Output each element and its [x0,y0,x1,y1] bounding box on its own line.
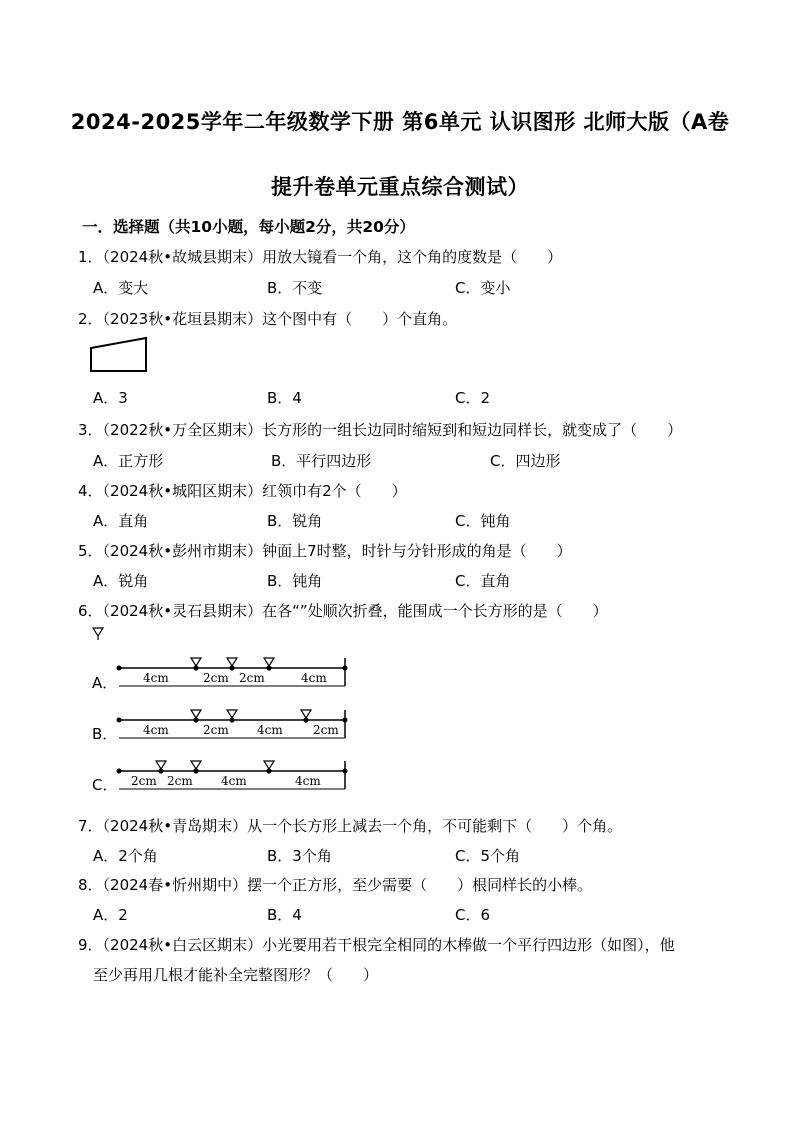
q7-option-c: C．5个角 [455,847,521,865]
strip-c-label-2: 2cm [167,774,193,788]
q5-option-b: B．钝角 [267,572,323,590]
q4-option-c: C．钝角 [455,512,511,530]
q7-option-b: B．3个角 [267,847,332,865]
strip-c [115,757,355,791]
strip-c-label-3: 4cm [221,774,247,788]
q4-option-a: A．直角 [93,512,149,530]
q3-option-b: B．平行四边形 [271,452,372,470]
question-7: 7．（2024秋•青岛期末）从一个长方形上减去一个角，不可能剩下（ ）个角。 [78,817,623,835]
question-2: 2．（2023秋•花垣县期末）这个图中有（ ）个直角。 [78,310,458,328]
question-1: 1．（2024秋•故城县期末）用放大镜看一个角，这个角的度数是（ ） [78,248,563,266]
q6-option-c: C． [92,776,118,794]
strip-a-label-3: 2cm [239,671,265,685]
strip-a [115,654,355,688]
page-title-line2: 提升卷单元重点综合测试） [271,175,529,199]
strip-b-label-2: 2cm [203,723,229,737]
q8-option-c: C．6 [455,906,491,924]
page-title: 2024-2025学年二年级数学下册 第6单元 认识图形 北师大版（A卷 [70,110,730,134]
strip-b-label-4: 2cm [313,723,339,737]
strip-b [115,706,355,740]
fold-marker-icon [92,626,106,642]
q5-option-a: A．锐角 [93,572,149,590]
quadrilateral-figure [88,334,152,374]
q2-option-a: A．3 [93,389,128,407]
q6-option-b: B． [92,725,118,743]
strip-a-label-1: 4cm [143,671,169,685]
q7-option-a: A．2个角 [93,847,158,865]
q3-option-a: A．正方形 [93,452,164,470]
q3-option-c: C．四边形 [490,452,561,470]
question-9: 9．（2024秋•白云区期末）小光要用若干根完全相同的木棒做一个平行四边形（如图），他 [78,936,675,954]
question-3: 3．（2022秋•万全区期末）长方形的一组长边同时缩短到和短边同样长，就变成了（ ） [78,421,683,439]
strip-a-label-4: 4cm [301,671,327,685]
question-5: 5．（2024秋•彭州市期末）钟面上7时整，时针与分针形成的角是（ ） [78,542,572,560]
q5-option-c: C．直角 [455,572,511,590]
q8-option-a: A．2 [93,906,128,924]
q6-option-a: A． [92,674,118,692]
strip-a-label-2: 2cm [203,671,229,685]
q2-option-c: C．2 [455,389,491,407]
question-6: 6．（2024秋•灵石县期末）在各“”处顺次折叠，能围成一个长方形的是（ ） [78,602,608,620]
section-heading: 一．选择题（共10小题，每小题2分，共20分） [82,218,415,236]
strip-c-label-1: 2cm [131,774,157,788]
strip-b-label-1: 4cm [143,723,169,737]
question-9-line2: 至少再用几根才能补全完整图形？（ ） [93,966,379,984]
q8-option-b: B．4 [267,906,302,924]
q2-option-b: B．4 [267,389,302,407]
question-8: 8．（2024春•忻州期中）摆一个正方形，至少需要（ ）根同样长的小棒。 [78,876,593,894]
question-4: 4．（2024秋•城阳区期末）红领巾有2个（ ） [78,482,407,500]
strip-b-label-3: 4cm [257,723,283,737]
q4-option-b: B．锐角 [267,512,323,530]
q1-option-c: C．变小 [455,279,511,297]
strip-c-label-4: 4cm [295,774,321,788]
q1-option-b: B．不变 [267,279,323,297]
q1-option-a: A．变大 [93,279,149,297]
